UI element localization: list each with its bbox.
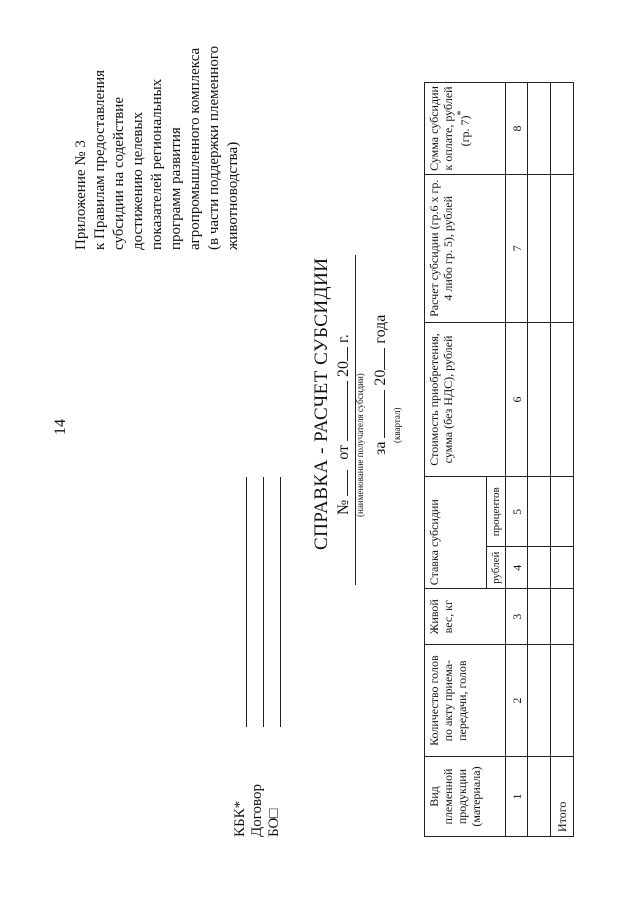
period-year-prefix: 20 xyxy=(372,369,389,386)
number-sign: № xyxy=(335,499,352,515)
appendix-line: субсидии на содействие xyxy=(111,97,127,250)
col-number: 7 xyxy=(506,174,528,322)
table-row xyxy=(528,83,550,837)
header-calculation: Расчет субсидии (гр.6 х гр. 4 либо гр. 5), рублей xyxy=(425,174,506,322)
table-cell xyxy=(550,645,573,757)
total-row xyxy=(550,83,573,837)
header-head-count: Количество голов по акту приема-передачи, голов xyxy=(425,645,506,757)
header-row xyxy=(425,83,487,837)
appendix-line: агропромышленного комплекса xyxy=(187,47,203,250)
table-cell xyxy=(550,83,573,175)
year-prefix: 20 xyxy=(335,360,352,377)
header-subsidy-rate: Ставка субсидии xyxy=(425,477,487,589)
table-cell xyxy=(550,589,573,645)
kbk-fill-line xyxy=(246,477,247,727)
col-number: 6 xyxy=(506,322,528,477)
table-cell xyxy=(528,322,550,477)
appendix-line: к Правилам предоставления xyxy=(92,69,108,250)
recipient-caption: (наименование получателя субсидии) xyxy=(355,373,365,517)
subsidy-table xyxy=(424,82,574,837)
from-label: от xyxy=(335,444,352,460)
table-cell xyxy=(528,757,550,837)
appendix-line: Приложение № 3 xyxy=(73,140,89,250)
appendix-line: (в части поддержки племенного xyxy=(206,45,222,250)
codes-block xyxy=(232,784,283,837)
table-cell xyxy=(550,477,573,547)
quarter-blank xyxy=(372,390,385,438)
bo-fill-line xyxy=(280,477,281,727)
appendix-line: животноводства) xyxy=(225,141,241,250)
table-cell xyxy=(528,589,550,645)
document-title: СПРАВКА - РАСЧЕТ СУБСИДИИ xyxy=(311,257,332,550)
period-line xyxy=(372,315,390,455)
header-product-type: Вид племенной продукции (материала) xyxy=(425,757,506,837)
table-cell xyxy=(528,83,550,175)
year-suffix: г. xyxy=(335,334,352,343)
col-number: 3 xyxy=(506,589,528,645)
quarter-caption: (квартал) xyxy=(392,407,402,443)
header-subsidy-amount-text: Сумма субсидии к оплате, рублей (гр. 7) xyxy=(427,86,472,171)
table-cell xyxy=(528,547,550,589)
page-number: 14 xyxy=(52,419,69,435)
period-year-blank xyxy=(372,348,385,370)
bo-label: БО□ xyxy=(266,808,282,837)
header-rate-percent: процентов xyxy=(486,477,506,547)
table-cell xyxy=(550,322,573,477)
col-number: 5 xyxy=(506,477,528,547)
contract-fill-line xyxy=(263,477,264,727)
footnote-mark: * xyxy=(456,110,467,116)
table-cell xyxy=(528,645,550,757)
col-number: 2 xyxy=(506,645,528,757)
header-cost: Стоимость приобретения, сумма (без НДС), рублей xyxy=(425,322,506,477)
number-row xyxy=(506,83,528,837)
table-cell xyxy=(528,477,550,547)
kbk-row xyxy=(232,784,249,837)
col-number: 4 xyxy=(506,547,528,589)
kbk-label: КБК* xyxy=(232,800,248,837)
header-rate-rubles: рублей xyxy=(486,547,506,589)
col-number: 1 xyxy=(506,757,528,837)
appendix-line: программ развития xyxy=(168,127,184,250)
appendix-note xyxy=(72,5,243,250)
table-cell xyxy=(550,174,573,322)
contract-label: Договор xyxy=(249,784,265,837)
date-blank xyxy=(335,381,348,441)
contract-row xyxy=(249,784,266,837)
number-blank xyxy=(335,470,348,496)
appendix-line: показателей региональных xyxy=(149,78,165,250)
for-label: за xyxy=(372,441,389,455)
header-live-weight: Живой вес, кг xyxy=(425,589,506,645)
total-label: Итого xyxy=(550,757,573,837)
year-blank xyxy=(335,347,348,361)
table-cell xyxy=(528,174,550,322)
table-cell xyxy=(550,547,573,589)
col-number: 8 xyxy=(506,83,528,175)
number-date-line xyxy=(335,334,353,515)
header-subsidy-amount xyxy=(425,83,506,175)
year-word: года xyxy=(372,314,389,344)
bo-row xyxy=(266,784,283,837)
appendix-line: достижению целевых xyxy=(130,111,146,250)
